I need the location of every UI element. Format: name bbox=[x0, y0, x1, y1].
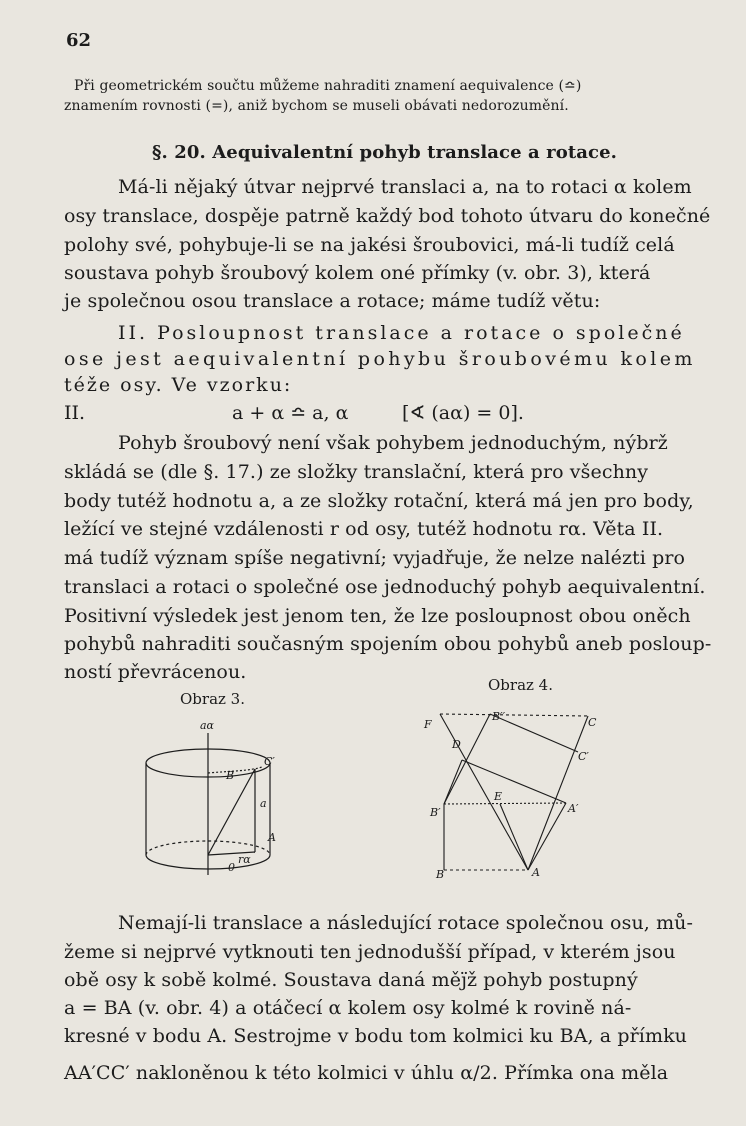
figure4-label-F: F bbox=[424, 718, 432, 731]
figure3-diagram bbox=[140, 715, 290, 885]
paragraph-line: soustava pohyb šroubový kolem oné přímky (v. obr. 3), která bbox=[64, 262, 651, 284]
section-heading: §. 20. Aequivalentní pohyb translace a rotace. bbox=[152, 142, 617, 163]
paragraph-line: AA′CC′ nakloněnou k této kolmici v úhlu α/2. Přímka ona měla bbox=[64, 1062, 669, 1084]
paragraph-line: Pohyb šroubový není však pohybem jednoduchým, nýbrž bbox=[118, 432, 668, 454]
paragraph-line: polohy své, pohybuje-li se na jakési šroubovici, má-li tudíž celá bbox=[64, 234, 675, 256]
paragraph-line: obě osy k sobě kolmé. Soustava daná měj̈ž pohyb postupný bbox=[64, 969, 638, 991]
paragraph-line: ležící ve stejné vzdálenosti r od osy, tutéž hodnotu rα. Věta II. bbox=[64, 518, 664, 540]
intro-line: Při geometrickém součtu můžeme nahraditi znamení aequivalence (≏) bbox=[74, 78, 582, 94]
paragraph-line: Má-li nějaký útvar nejprvé translaci a, na to rotaci α kolem bbox=[118, 176, 692, 198]
figure4-label-C-mid: C′ bbox=[578, 750, 589, 763]
paragraph-line: ností převrácenou. bbox=[64, 661, 247, 683]
intro-line: znamením rovnosti (=), aniž bychom se museli obávati nedorozumění. bbox=[64, 98, 569, 114]
formula-label: II. bbox=[64, 402, 86, 424]
formula-expression: a + α ≏ a, α bbox=[232, 402, 349, 424]
theorem-line: téže osy. Ve vzorku: bbox=[64, 374, 293, 396]
paragraph-line: Nemají-li translace a následující rotace společnou osu, mů- bbox=[118, 912, 694, 934]
page-number: 62 bbox=[66, 30, 92, 51]
figure3-label-ra: rα bbox=[238, 853, 251, 866]
figure3-label-top: aα bbox=[200, 719, 214, 732]
figure4-diagram bbox=[410, 700, 610, 885]
paragraph-line: má tudíž význam spíše negativní; vyjadřuje, že nelze nalézti pro bbox=[64, 547, 686, 569]
figure4-label-B-mid: B′ bbox=[430, 806, 441, 819]
paragraph-line: pohybů nahraditi současným spojením obou pohybů aneb posloup- bbox=[64, 633, 712, 655]
theorem-line: II. Posloupnost translace a rotace o společné bbox=[118, 322, 685, 344]
paragraph-line: osy translace, dospěje patrně každý bod tohoto útvaru do konečné bbox=[64, 205, 711, 227]
paragraph-line: žeme si nejprvé vytknouti ten jednodušší případ, v kterém jsou bbox=[64, 941, 676, 963]
formula-condition: [∢ (aα) = 0]. bbox=[402, 402, 524, 424]
figure4-caption: Obraz 4. bbox=[488, 676, 553, 694]
paragraph-line: kresné v bodu A. Sestrojme v bodu tom kolmici ku BA, a přímku bbox=[64, 1025, 688, 1047]
theorem-line: ose jest aequivalentní pohybu šroubovému kolem bbox=[64, 348, 696, 370]
figure4-label-C-top: C bbox=[588, 716, 597, 729]
figure3-label-A: A bbox=[268, 831, 276, 844]
figure4-label-D: D bbox=[452, 738, 461, 751]
figure4-label-A-bot: A bbox=[532, 866, 540, 879]
paragraph-line: body tutéž hodnotu a, a ze složky rotační, která má jen pro body, bbox=[64, 490, 694, 512]
figure4-label-B-top: B′′ bbox=[492, 710, 506, 723]
paragraph-line: translaci a rotaci o společné ose jednoduchý pohyb aequivalentní. bbox=[64, 576, 706, 598]
figure3-label-C: C′ bbox=[264, 755, 275, 768]
paragraph-line: skládá se (dle §. 17.) ze složky translační, která pro všechny bbox=[64, 461, 649, 483]
figure4-label-B-bot: B bbox=[436, 868, 445, 881]
figure3-caption: Obraz 3. bbox=[180, 690, 245, 708]
figure4-label-E: E bbox=[494, 790, 503, 803]
paragraph-line: a = BA (v. obr. 4) a otáčecí α kolem osy kolmé k rovině ná- bbox=[64, 997, 632, 1019]
paragraph-line: je společnou osou translace a rotace; máme tudíž větu: bbox=[64, 290, 601, 312]
figure3-label-B: B bbox=[226, 769, 235, 782]
figure3-label-a: a bbox=[260, 797, 267, 810]
paragraph-line: Positivní výsledek jest jenom ten, že lze posloupnost obou oněch bbox=[64, 605, 691, 627]
figure3-label-O: 0 bbox=[228, 861, 235, 874]
figure4-label-A-mid: A′ bbox=[568, 802, 579, 815]
